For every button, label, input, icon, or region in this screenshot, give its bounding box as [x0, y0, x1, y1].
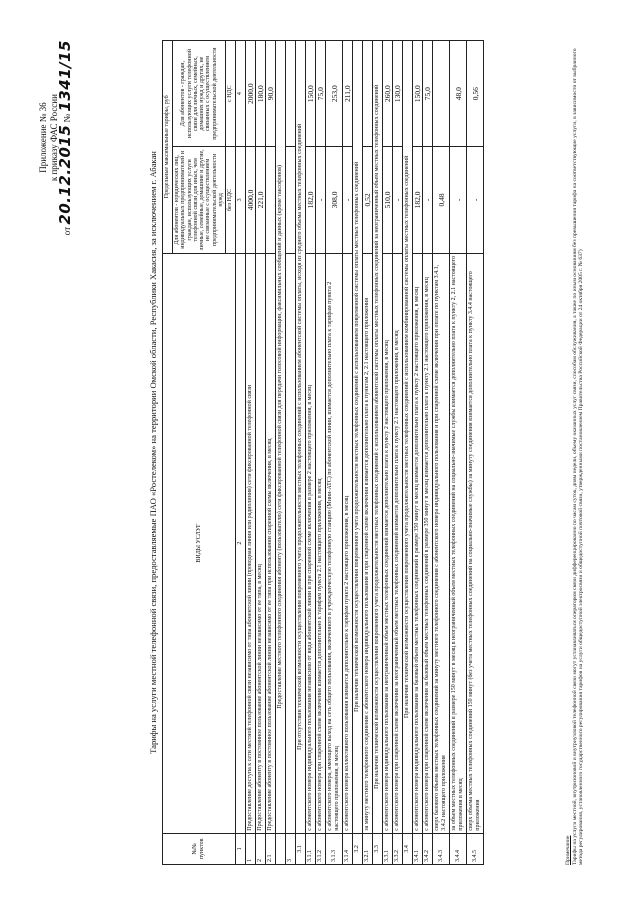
header-legal: Для абонентов - юридических лиц, индивидуальных предпринимателей и граждан, использующих услуги телефонной связи для иных, чем личные, семейные, домашние и другие, не связанные с осуществлением предпринимательской деятельности нужд [173, 147, 226, 253]
tariff-table [162, 40, 484, 865]
document-title: Тарифы на услуги местной телефонной связи, предоставляемые ПАО «Ростелеком» на территории Омской области, Республики Хакасия, за исключением г. Абакан [148, 151, 158, 754]
note-label: Примечание [565, 835, 571, 865]
service-name: с абонентского номера, имеющего выход на сеть общего пользования, включенного в учрежденческую телефонную станцию (Мини-АТС) по абонентской линии, взимается дополнительно плата к тарифам пункта 2 настоящего приложения, в месяц [326, 253, 343, 833]
tariff-citizens: 150,0 [306, 41, 316, 147]
table-row [326, 41, 343, 865]
tariff-citizens: 2000,0 [246, 41, 256, 147]
header-legal-vat: без НДС [226, 147, 236, 253]
table-row [467, 41, 484, 865]
tariff-legal: - [316, 147, 326, 253]
service-name: Предоставление абоненту в постоянное пользование абонентской линии независимо от ее типа при использовании спаренной схемы включения, в месяц [266, 253, 276, 833]
table-row [450, 41, 467, 865]
header-citizens-vat: с НДС [226, 41, 236, 147]
header-services: ВИДЫ УСЛУГ [163, 253, 236, 833]
service-name: с абонентского номера индивидуального пользования за неограниченный объем местных телефонных соединений взимается дополнительно плата к пункту 2 настоящего приложения, в месяц [383, 253, 393, 833]
table-row [256, 41, 266, 865]
tariff-legal: 221,0 [256, 147, 266, 253]
appendix-block [38, 40, 73, 235]
section-heading: При наличии технической возможности осуществления повременного учета продолжительности местных телефонных соединений с использованием комбинированной системы оплаты местных телефонных соединений [403, 41, 413, 834]
row-number: 3.1.4 [343, 833, 353, 864]
tariff-legal: 308,0 [326, 147, 343, 253]
row-number: 3.1.3 [326, 833, 343, 864]
row-number: 3.3.2 [393, 833, 403, 864]
row-number: 3.2 [353, 833, 363, 864]
tariff-legal: - [423, 147, 433, 253]
tariff-citizens: 253,0 [326, 41, 343, 147]
service-name: за объем местных телефонных соединений в размере 150 минут в месяц в неограниченный объем местных телефонных соединений на социально-значимые службы взимается дополнительно плата к пункту 2, 2.1 настоящего приложения в месяц [450, 253, 467, 833]
row-number: 3.1.2 [316, 833, 326, 864]
row-number: 3.4.1 [413, 833, 423, 864]
tariff-legal [286, 147, 296, 253]
tariff-legal: 0,52 [363, 147, 373, 253]
table-row [413, 41, 423, 865]
tariff-citizens: 48,0 [450, 41, 467, 147]
tariff-citizens: 180,0 [256, 41, 266, 147]
note-text: Тарифы на услуги местной, внутризоновой и внутриузловой телефонной связи могут устанавливаться оператором связи дифференцированно по часам суток, дням недели, объему оказанных услуг связи, способам обслуживания, а также по иным основаниям без превышения тарифа на соответствующие услуги, в зависимости от выбранного метода регулирования, установленного государственного регулирования тарифов на услуги общедоступной электросвязи и общедоступной почтовой связи, утвержденными постановлением Правительства Российской Федерации от 24 октября 2005 г. № 637) [571, 48, 585, 865]
tariff-citizens: 75,0 [316, 41, 326, 147]
row-number: 3.4.3 [433, 833, 450, 864]
service-name: сверх объема местных телефонных соединений 150 минут (без учета местных телефонных соединений на социально-значимые службы) за минуту соединения взимается дополнительно плата к пункту 3.4.4 настоящего приложения [467, 253, 484, 833]
header-num: №№ пунктов [163, 833, 236, 864]
row-number: 3.4 [403, 833, 413, 864]
row-number: 3.4.5 [467, 833, 484, 864]
tariff-legal [266, 147, 276, 253]
tariff-citizens [363, 41, 373, 147]
row-number: 3.1 [296, 833, 306, 864]
table-row [343, 41, 353, 865]
tariff-citizens: 90,0 [266, 41, 276, 147]
section-row [373, 41, 383, 865]
section-heading: При отсутствии технической возможности осуществления повременного учета продолжительности местных телефонных соединений с использованием абонентской системы оплаты, исходя из среднего объема местных телефонных соединений [296, 41, 306, 834]
tariff-legal: 4000,0 [246, 147, 256, 253]
table-row [393, 41, 403, 865]
service-name: Предоставление абоненту в постоянное пользование абонентской линии независимо от ее типа, в месяц [256, 253, 266, 833]
appendix-number: Приложение № 36 [38, 102, 48, 173]
tariff-legal: 182,0 [306, 147, 316, 253]
row-number: 3.1.1 [306, 833, 316, 864]
service-name: с абонентского номера коллективного пользования взимается дополнительно к тарифам пункта 2 настоящего приложения, в месяц [343, 253, 353, 833]
tariff-citizens: 0,56 [467, 41, 484, 147]
tariff-legal: - [450, 147, 467, 253]
row-number: 2.1 [266, 833, 276, 864]
row-number [276, 833, 286, 864]
service-name: с абонентского номера при спаренной схеме включения за неограниченный объем местных телефонных соединений взимается дополнительно плата к пункту 2.1 настоящего приложения, в месяц [393, 253, 403, 833]
table-row [306, 41, 316, 865]
tariff-legal: - [343, 147, 353, 253]
tariff-legal: - [393, 147, 403, 253]
row-number: 3.4.2 [423, 833, 433, 864]
tariff-citizens [433, 41, 450, 147]
tariff-legal: 510,0 [383, 147, 393, 253]
section-row [276, 41, 286, 865]
service-name: Предоставление доступа к сети местной телефонной связи независимо от типа абонентской линии (проводная линия или радиолиния) сети фиксированной телефонной связи [246, 253, 256, 833]
section-heading: При наличии технической возможности осуществления повременного учета продолжительности местных телефонных соединений с использованием абонентской системы оплаты местных телефонных соединений за неограниченный объем местных телефонных соединений [373, 41, 383, 834]
handwritten-number: 1341/15 [56, 40, 74, 112]
tariff-legal: 0,48 [433, 147, 450, 253]
table-row [266, 41, 276, 865]
handwritten-date: 20.12.2015 [56, 124, 74, 225]
tariff-legal: 182,0 [413, 147, 423, 253]
tariff-legal: - [467, 147, 484, 253]
header-tariff-group: Предельные максимальные тарифы, руб [163, 41, 173, 254]
table-row [316, 41, 326, 865]
row-number: 3.2.1 [363, 833, 373, 864]
tariff-citizens: 75,0 [423, 41, 433, 147]
row-number: 3.4.4 [450, 833, 467, 864]
tariff-citizens: 211,0 [343, 41, 353, 147]
row-number: 3.3 [373, 833, 383, 864]
service-name: с абонентского номера при спаренной схеме включения за базовый объем местных телефонных соединений в размере 350 минут в месяц взимается дополнительно плата к пункту 2.1 настоящего приложения, в месяц [423, 253, 433, 833]
header-citizens: Для абонентов - граждан, использующих услуги телефонной связи для личных, семейных, домашних нужд и других, не связанных с осуществлением предпринимательской деятельности [173, 41, 226, 147]
section-heading: При наличии технической возможности осуществления повременного учета продолжительности местных телефонных соединений с использованием повременной системы оплаты местных телефонных соединений [353, 41, 363, 834]
tariff-citizens [286, 41, 296, 147]
tariff-citizens: 150,0 [413, 41, 423, 147]
table-body [246, 41, 484, 865]
section-heading: Предоставление местного телефонного соединения абоненту (пользователю) сети фиксированной телефонной связи для передачи голосовой информации, факсимильных сообщений и данных (кроме таксофонов) [276, 41, 286, 834]
row-number: 2 [256, 833, 266, 864]
section-row [403, 41, 413, 865]
service-name: с абонентского номера индивидуального пользования за базовый объем местных телефонных соединений в размере 350 минут в месяц взимается дополнительно плата к пункту 2 настоящего приложения, в месяц [413, 253, 423, 833]
row-number: 3 [286, 833, 296, 864]
tariff-citizens: 260,0 [383, 41, 393, 147]
table-row [433, 41, 450, 865]
appendix-date-line: от 20.12.2015 № 1341/15 [56, 40, 74, 236]
table-row [286, 41, 296, 865]
service-name: за минуту местного телефонного соединения с абонентского номера индивидуального пользования и при спаренной схеме включения взимается дополнительно плата к пунктам 2, 2.1 настоящего приложения [363, 253, 373, 833]
service-name: с абонентского номера при спаренной схеме включения взимается дополнительно к тарифам пункта 2.1 настоящего приложения, в месяц [316, 253, 326, 833]
note-block [565, 40, 585, 865]
service-name: с абонентского номера индивидуального пользования независимо от вида абонентской линии и при спаренной схеме включения в размере 2 настоящего приложения, в месяц [306, 253, 316, 833]
service-name [286, 253, 296, 833]
section-row [353, 41, 363, 865]
table-row [246, 41, 256, 865]
row-number: 3.3.1 [383, 833, 393, 864]
appendix-order: к приказу ФАС России [49, 94, 59, 182]
service-name: сверх базового объема местных телефонных соединений за минуту местного телефонного соединения с абонентского номера индивидуального пользования и при спаренной схеме включения при оплате по пунктам 3.4.1, 3.4.2 настоящего приложения [433, 253, 450, 833]
tariff-citizens: 130,0 [393, 41, 403, 147]
table-row [423, 41, 433, 865]
table-row [363, 41, 373, 865]
row-number: 1 [246, 833, 256, 864]
table-row [383, 41, 393, 865]
index-row: 1 2 3 4 [236, 41, 246, 865]
section-row [296, 41, 306, 865]
